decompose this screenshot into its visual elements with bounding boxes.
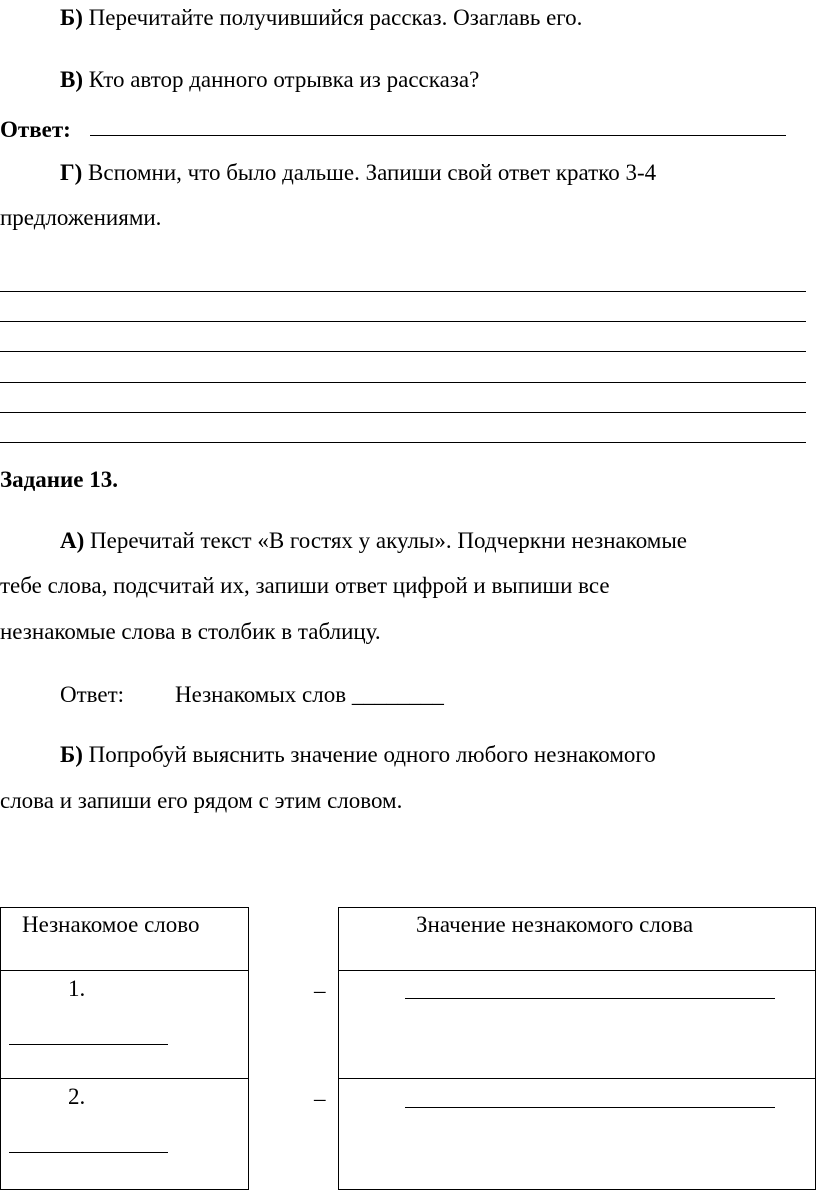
task13-part-a-text-line2: тебе слова, подсчитай их, запиши ответ цифрой и выпиши все — [0, 573, 610, 598]
task13-part-a-line1 — [60, 529, 687, 552]
part-g-text-line1: Вспомни, что было дальше. Запиши свой ответ кратко 3-4 — [88, 160, 657, 185]
part-g-line1 — [60, 161, 656, 184]
table-row-number: 2. — [68, 1084, 86, 1109]
task13-part-a-text-line3: незнакомые слова в столбик в таблицу. — [0, 619, 381, 644]
answer-writing-line[interactable] — [0, 412, 806, 413]
part-b-text: Перечитайте получившийся рассказ. Озаглавь его. — [88, 5, 583, 30]
table-left-row1-cell[interactable] — [0, 970, 249, 1079]
answer-writing-line[interactable] — [0, 351, 806, 352]
part-g-text-line2: предложениями. — [0, 205, 162, 230]
answer-label: Ответ: — [0, 117, 71, 142]
task13-part-a-text-line1: Перечитай текст «В гостях у акулы». Подчеркни незнакомые — [90, 528, 688, 553]
task13-part-b-label: Б) — [60, 742, 83, 767]
part-v-text: Кто автор данного отрывка из рассказа? — [88, 67, 480, 92]
table-row-dash: – — [314, 978, 326, 1003]
table-right-row2-cell[interactable] — [338, 1078, 816, 1190]
answer-writing-line[interactable] — [0, 442, 806, 443]
task13-title: Задание 13. — [0, 467, 118, 492]
part-v-label: В) — [60, 67, 83, 92]
table-left-row2-cell[interactable] — [0, 1078, 249, 1190]
answer-line[interactable] — [90, 135, 786, 136]
table-header-right: Значение незнакомого слова — [416, 912, 694, 937]
answer-writing-line[interactable] — [0, 321, 806, 322]
table-row-number: 1. — [68, 976, 86, 1001]
table-header-left: Незнакомое слово — [22, 912, 200, 937]
table-word-line[interactable] — [9, 1152, 168, 1153]
answer-writing-line[interactable] — [0, 291, 806, 292]
table-right-row1-cell[interactable] — [338, 970, 816, 1079]
part-g-label: Г) — [60, 160, 83, 185]
part-b-line — [60, 6, 582, 29]
table-row-dash: – — [314, 1086, 326, 1111]
table-word-line[interactable] — [9, 1044, 168, 1045]
task13-part-b-line1 — [60, 743, 656, 766]
part-v-line — [60, 68, 479, 91]
answer-writing-line[interactable] — [0, 382, 806, 383]
part-b-label: Б) — [60, 5, 83, 30]
task13-answer-label: Ответ: — [60, 682, 125, 707]
table-meaning-line[interactable] — [405, 1107, 775, 1108]
task13-part-b-text-line1: Попробуй выяснить значение одного любого незнакомого — [88, 742, 656, 767]
task13-part-b-text-line2: слова и запиши его рядом с этим словом. — [0, 788, 403, 813]
task13-answer-text: Незнакомых слов ________ — [175, 682, 444, 707]
task13-part-a-label: А) — [60, 528, 85, 553]
table-meaning-line[interactable] — [405, 998, 775, 999]
